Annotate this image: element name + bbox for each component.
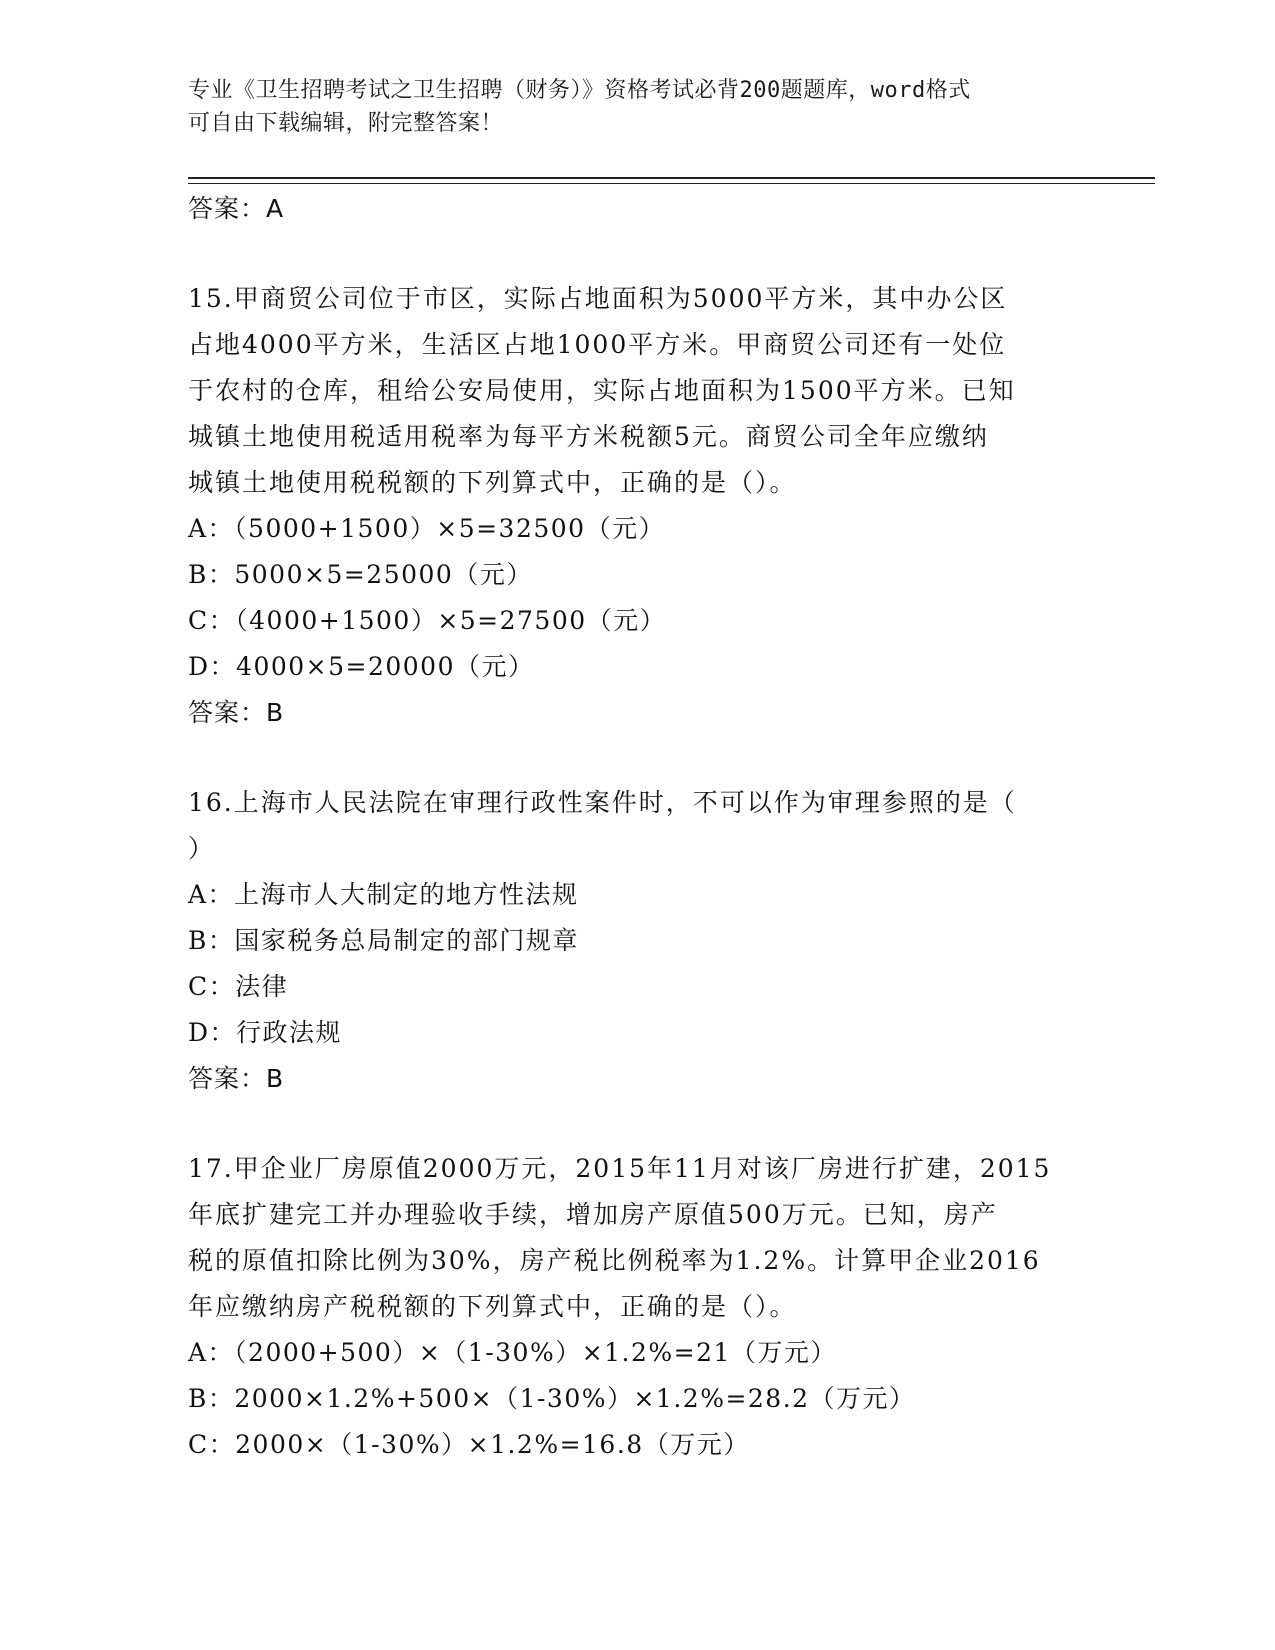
header-line-1: 专业《卫生招聘考试之卫生招聘（财务）》资格考试必背200题题库，word格式	[188, 78, 971, 103]
question-15-line-1: 15.甲商贸公司位于市区，实际占地面积为5000平方米，其中办公区	[188, 284, 1008, 313]
header-line-2: 可自由下载编辑，附完整答案！	[188, 111, 504, 136]
question-17-line-1: 17.甲企业厂房原值2000万元，2015年11月对该厂房进行扩建，2015	[188, 1154, 1052, 1183]
question-16-option-b: B：国家税务总局制定的部门规章	[188, 926, 579, 955]
question-17-option-c: C：2000×（1-30%）×1.2%=16.8（万元）	[188, 1430, 750, 1459]
question-16-answer: 答案：B	[188, 1064, 285, 1093]
question-15-line-4: 城镇土地使用税适用税率为每平方米税额5元。商贸公司全年应缴纳	[188, 422, 989, 451]
document-header	[188, 74, 1088, 140]
question-17-line-2: 年底扩建完工并办理验收手续，增加房产原值500万元。已知，房产	[188, 1200, 998, 1229]
question-15-line-2: 占地4000平方米，生活区占地1000平方米。甲商贸公司还有一处位	[188, 330, 1007, 359]
header-divider-thin	[188, 183, 1155, 184]
question-15-option-d: D：4000×5=20000（元）	[188, 652, 535, 681]
question-15-answer: 答案：B	[188, 698, 285, 727]
question-15-line-5: 城镇土地使用税税额的下列算式中，正确的是（）。	[188, 468, 797, 497]
question-16-option-a: A：上海市人大制定的地方性法规	[188, 880, 579, 909]
question-17-option-a: A：（2000+500）×（1-30%）×1.2%=21（万元）	[188, 1338, 837, 1367]
question-15-line-3: 于农村的仓库，租给公安局使用，实际占地面积为1500平方米。已知	[188, 376, 1016, 405]
spacer	[188, 736, 1088, 780]
previous-question-answer: 答案：A	[188, 194, 285, 223]
question-15-option-c: C：（4000+1500）×5=27500（元）	[188, 606, 667, 635]
question-16-option-d: D：行政法规	[188, 1018, 343, 1047]
question-17	[188, 1146, 1088, 1468]
spacer	[188, 232, 1088, 276]
question-17-line-4: 年应缴纳房产税税额的下列算式中，正确的是（）。	[188, 1292, 797, 1321]
document-body	[188, 186, 1088, 1468]
question-16-line-1: 16.上海市人民法院在审理行政性案件时，不可以作为审理参照的是（	[188, 788, 1017, 817]
question-16-option-c: C：法律	[188, 972, 289, 1001]
question-17-line-3: 税的原值扣除比例为30%，房产税比例税率为1.2%。计算甲企业2016	[188, 1246, 1041, 1275]
question-15-option-a: A：（5000+1500）×5=32500（元）	[188, 514, 666, 543]
question-15	[188, 276, 1088, 736]
question-16	[188, 780, 1088, 1102]
spacer	[188, 1102, 1088, 1146]
header-divider-thick	[188, 177, 1155, 179]
question-15-option-b: B：5000×5=25000（元）	[188, 560, 533, 589]
question-16-line-2: ）	[188, 834, 216, 863]
question-17-option-b: B：2000×1.2%+500×（1-30%）×1.2%=28.2（万元）	[188, 1384, 916, 1413]
